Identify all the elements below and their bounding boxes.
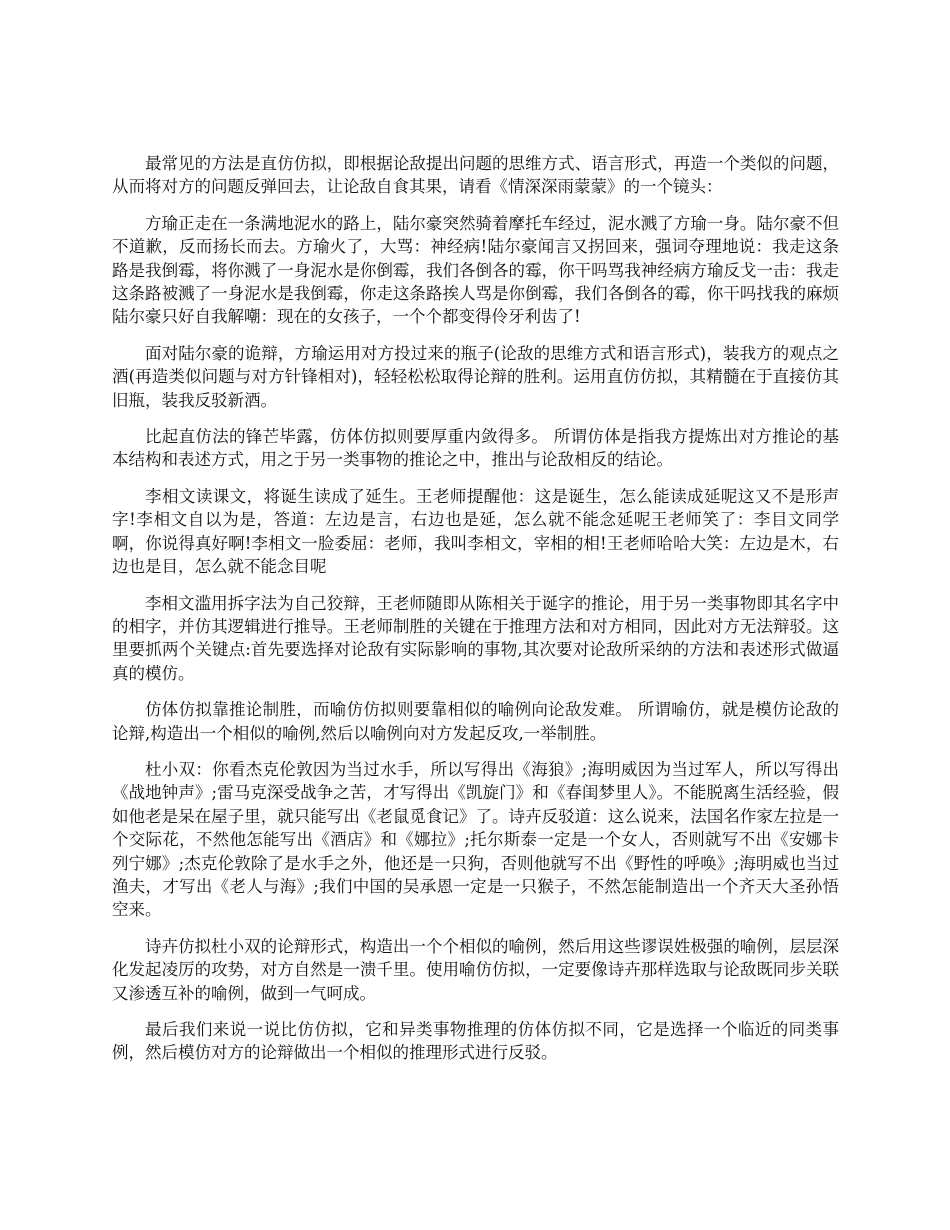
document-body	[112, 152, 839, 1078]
paragraph: 方瑜正走在一条满地泥水的路上，陆尔豪突然骑着摩托车经过，泥水溅了方瑜一身。陆尔豪不但不道歉，反而扬长而去。方瑜火了，大骂：神经病!陆尔豪闻言又拐回来，强词夺理地说：我走这条路是我倒霉，将你溅了一身泥水是你倒霉，我们各倒各的霉，你干吗骂我神经病方瑜反戈一击：我走这条路被溅了一身泥水是我倒霉，你走这条路挨人骂是你倒霉，我们各倒各的霉，你干吗找我的麻烦陆尔豪只好自我解嘲：现在的女孩子，一个个都变得伶牙利齿了!	[112, 213, 839, 327]
paragraph: 李相文滥用拆字法为自己狡辩，王老师随即从陈相关于诞字的推论，用于另一类事物即其名字中的相字，并仿其逻辑进行推导。王老师制胜的关键在于推理方法和对方相同，因此对方无法辩驳。这里要抓两个关键点:首先要选择对论敌有实际影响的事物,其次要对论敌所采纳的方法和表述形式做逼真的模仿。	[112, 593, 839, 683]
paragraph: 比起直仿法的锋芒毕露，仿体仿拟则要厚重内敛得多。 所谓仿体是指我方提炼出对方推论的基本结构和表述方式，用之于另一类事物的推论之中，推出与论敌相反的结论。	[112, 427, 839, 470]
paragraph: 面对陆尔豪的诡辩，方瑜运用对方投过来的瓶子(论敌的思维方式和语言形式)，装我方的观点之酒(再造类似问题与对方针锋相对)，轻轻松松取得论辩的胜利。运用直仿仿拟，其精髓在于直接仿其旧瓶，装我反驳新酒。	[112, 343, 839, 410]
paragraph: 仿体仿拟靠推论制胜，而喻仿仿拟则要靠相似的喻例向论敌发难。 所谓喻仿，就是模仿论敌的论辩,构造出一个相似的喻例,然后以喻例向对方发起反攻,一举制胜。	[112, 700, 839, 743]
paragraph: 最后我们来说一说比仿仿拟，它和异类事物推理的仿体仿拟不同，它是选择一个临近的同类事例，然后模仿对方的论辩做出一个相似的推理形式进行反驳。	[112, 1020, 839, 1063]
paragraph: 诗卉仿拟杜小双的论辩形式，构造出一个个相似的喻例，然后用这些谬误姓极强的喻例，层层深化发起凌厉的攻势，对方自然是一溃千里。使用喻仿仿拟，一定要像诗卉那样选取与论敌既同步关联又渗透互补的喻例，做到一气呵成。	[112, 936, 839, 1003]
paragraph: 杜小双：你看杰克伦敦因为当过水手，所以写得出《海狼》;海明威因为当过军人，所以写得出《战地钟声》;雷马克深受战争之苦，才写得出《凯旋门》和《春闺梦里人》。不能脱离生活经验，假如他老是呆在屋子里，就只能写出《老鼠觅食记》了。诗卉反驳道：这么说来，法国名作家左拉是一个交际花，不然他怎能写出《酒店》和《娜拉》;托尔斯泰一定是一个女人，否则就写不出《安娜卡列宁娜》;杰克伦敦除了是水手之外，他还是一只狗，否则他就写不出《野性的呼唤》;海明威也当过渔夫，才写出《老人与海》;我们中国的吴承恩一定是一只猴子，不然怎能制造出一个齐天大圣孙悟空来。	[112, 759, 839, 920]
paragraph: 李相文读课文，将诞生读成了延生。王老师提醒他：这是诞生，怎么能读成延呢这又不是形声字!李相文自以为是，答道：左边是言，右边也是延，怎么就不能念延呢王老师笑了：李目文同学啊，你说得真好啊!李相文一脸委屈：老师，我叫李相文，宰相的相!王老师哈哈大笑：左边是木，右边也是目，怎么就不能念目呢	[112, 486, 839, 577]
paragraph: 最常见的方法是直仿仿拟，即根据论敌提出问题的思维方式、语言形式，再造一个类似的问题，从而将对方的问题反弹回去，让论敌自食其果，请看《情深深雨蒙蒙》的一个镜头：	[112, 154, 839, 197]
